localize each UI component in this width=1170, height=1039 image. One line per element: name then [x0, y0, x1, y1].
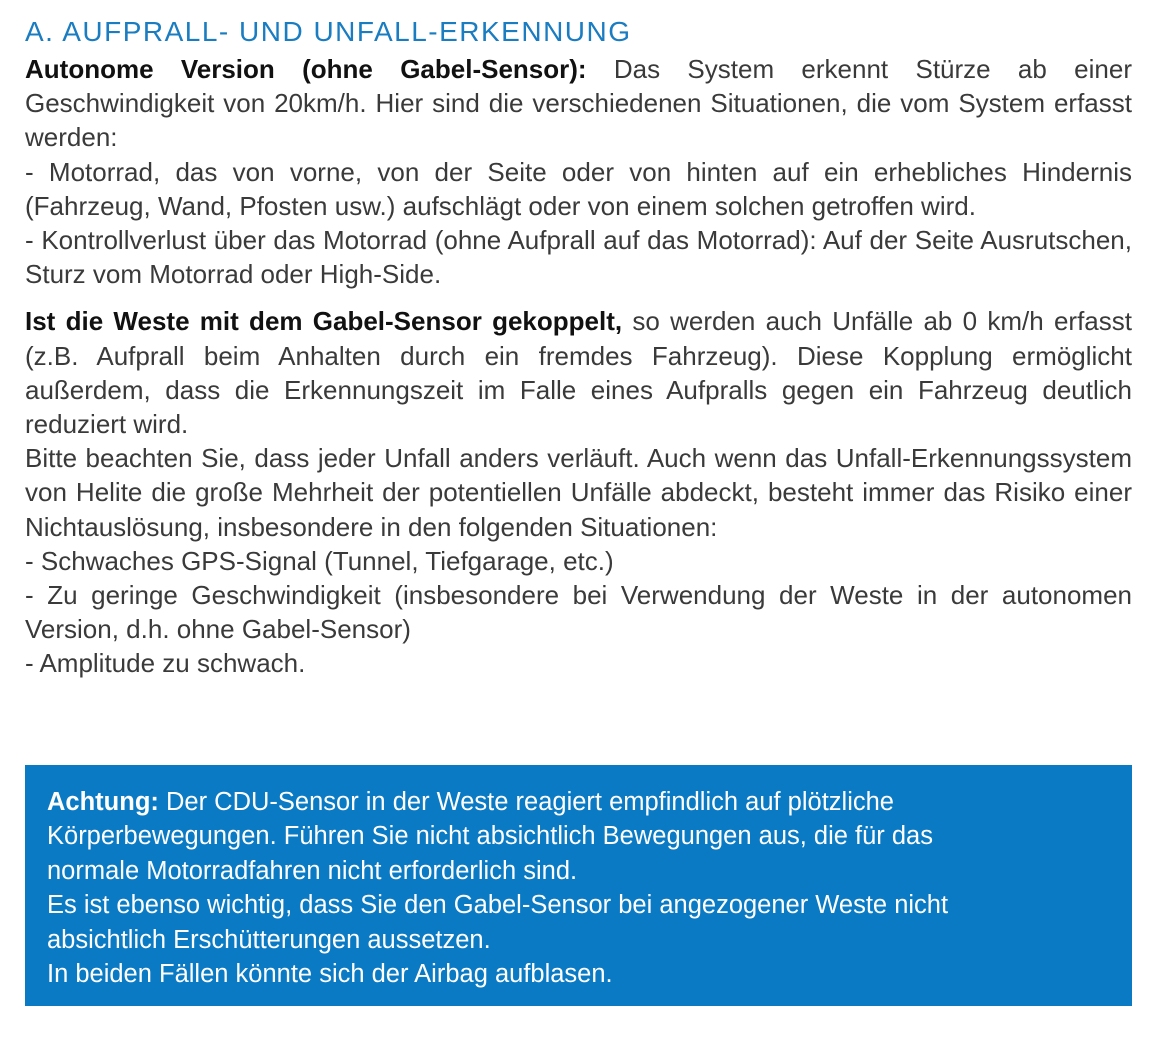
- warning-line: In beiden Fällen könnte sich der Airbag aufblasen.: [47, 960, 613, 989]
- section-title: A. AUFPRALL- UND UNFALL-ERKENNUNG: [25, 16, 632, 47]
- paragraph-gap: [25, 291, 1132, 304]
- autonomous-intro-paragraph: [25, 52, 1132, 155]
- coupled-section: [25, 304, 1132, 680]
- list-item: - Schwaches GPS-Signal (Tunnel, Tiefgarage, etc.): [25, 545, 614, 576]
- coupled-intro-paragraph: [25, 304, 1132, 441]
- warning-lead: Achtung:: [47, 788, 159, 816]
- coupled-text: so werden auch Unfälle ab 0 km/h erfasst (z.B. Aufprall beim Anhalten durch ein fremdes Fahrzeug). Diese Kopplung ermöglicht außerdem, dass die Erkennungszeit im Falle eines Aufpralls gegen ein Fahrzeug deutlich reduziert wird.: [25, 306, 1132, 440]
- autonomous-lead: Autonome Version (ohne Gabel-Sensor):: [25, 54, 587, 84]
- warning-text: Der CDU-Sensor in der Weste reagiert empfindlich auf plötzliche: [158, 788, 894, 816]
- coupled-lead: Ist die Weste mit dem Gabel-Sensor gekoppelt,: [25, 306, 623, 337]
- warning-line: Körperbewegungen. Führen Sie nicht absichtlich Bewegungen aus, die für das: [47, 822, 933, 851]
- warning-line: normale Motorradfahren nicht erforderlich sind.: [47, 856, 578, 885]
- list-item: - Kontrollverlust über das Motorrad (ohne Aufprall auf das Motorrad): Auf der Seite Ausrutschen, Sturz vom Motorrad oder High-Side.: [25, 225, 1132, 290]
- list-item: - Amplitude zu schwach.: [25, 648, 306, 679]
- warning-line: absichtlich Erschütterungen aussetzen.: [47, 925, 491, 954]
- autonomous-version-section: [25, 52, 1132, 291]
- list-item: - Motorrad, das von vorne, von der Seite oder von hinten auf ein erhebliches Hindernis (Fahrzeug, Wand, Pfosten usw.) aufschlägt oder von einem solchen getroffen wird.: [25, 156, 1132, 221]
- warning-line: [47, 785, 1110, 819]
- risk-note-paragraph: Bitte beachten Sie, dass jeder Unfall anders verläuft. Auch wenn das Unfall-Erkennungssystem von Helite die große Mehrheit der potentiellen Unfälle abdeckt, besteht immer das Risiko einer Nichtauslösung, insbesondere in den folgenden Situationen:: [25, 443, 1132, 542]
- list-item: - Zu geringe Geschwindigkeit (insbesondere bei Verwendung der Weste in der autonomen Version, d.h. ohne Gabel-Sensor): [25, 580, 1132, 645]
- autonomous-text: Das System erkennt Stürze ab einer Geschwindigkeit von 20km/h. Hier sind die verschiedenen Situationen, die vom System erfasst werden:: [25, 54, 1132, 153]
- warning-line: Es ist ebenso wichtig, dass Sie den Gabel-Sensor bei angezogener Weste nicht: [47, 891, 949, 920]
- warning-box: [25, 765, 1132, 1006]
- document-page: [25, 0, 1132, 681]
